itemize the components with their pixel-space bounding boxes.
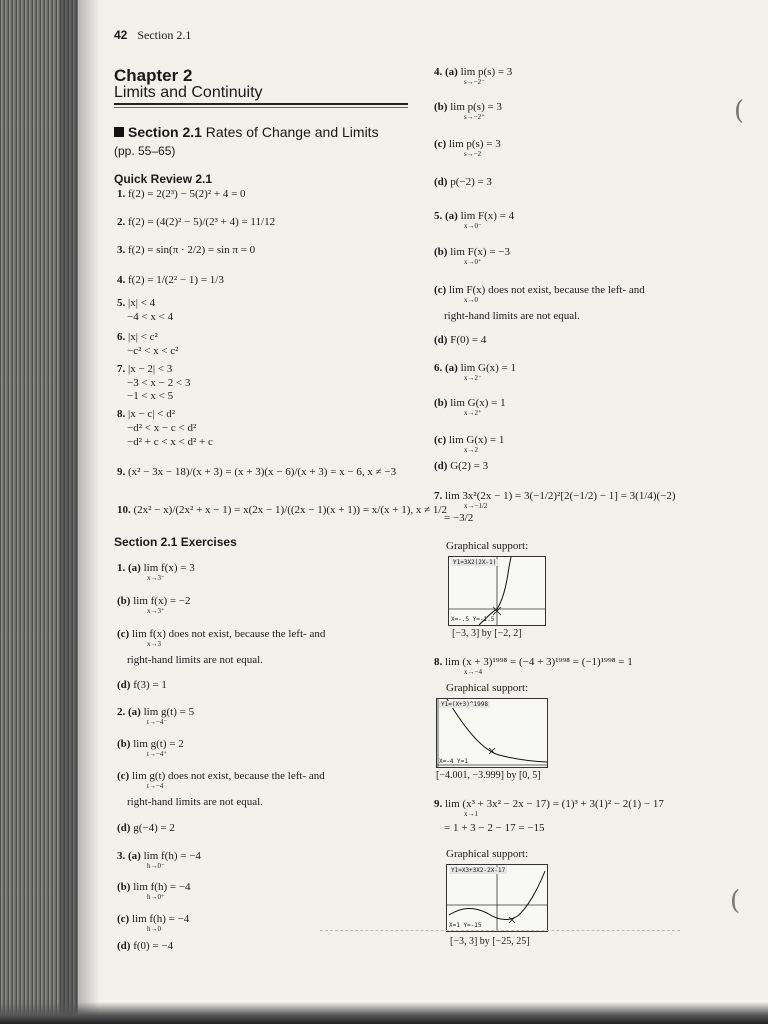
- answer-line: [117, 188, 246, 200]
- item-text: (x² − 3x − 18)/(x + 3) = (x + 3)(x − 6)/(x + 3) = x − 6, x ≠ −3: [125, 466, 397, 478]
- page-number: 42: [114, 28, 128, 42]
- item-text: f(2) = sin(π · 2/2) = sin π = 0: [125, 244, 256, 256]
- item-text: −3 < x − 2 < 3: [127, 377, 191, 389]
- item-text: right-hand limits are not equal.: [127, 654, 263, 666]
- margin-mark: (: [734, 96, 745, 126]
- item-number: 3.: [117, 244, 126, 256]
- answer-line: [127, 796, 263, 808]
- answer-line: [117, 881, 191, 893]
- answer-line: [434, 334, 486, 346]
- item-text: lim G(x) = 1: [446, 434, 505, 446]
- item-text: g(−4) = 2: [130, 822, 175, 834]
- item-text: lim f(h) = −4: [129, 913, 190, 925]
- answer-line: [434, 66, 512, 78]
- item-number: 2. (a): [117, 706, 141, 718]
- answer-line: [434, 490, 676, 502]
- section-title-rest: Rates of Change and Limits: [201, 124, 379, 140]
- item-text: right-hand limits are not equal.: [444, 310, 580, 322]
- item-text: |x| < c²: [125, 331, 158, 343]
- answer-line: [117, 466, 396, 478]
- limit-subscript: t→−4⁻: [147, 718, 168, 726]
- answer-line: [127, 436, 213, 448]
- item-text: f(2) = 2(2³) − 5(2)² + 4 = 0: [125, 188, 246, 200]
- limit-subscript: x→0: [464, 296, 478, 304]
- item-text: f(2) = (4(2)² − 5)/(2³ + 4) = 11/12: [125, 216, 276, 228]
- graph-window-caption: [−3, 3] by [−2, 2]: [452, 628, 522, 639]
- item-text: lim g(t) = 5: [140, 706, 195, 718]
- item-text: f(0) = −4: [130, 940, 174, 952]
- item-number: (c): [434, 138, 447, 150]
- answer-line: [117, 562, 195, 574]
- item-text: −c² < x < c²: [127, 345, 179, 357]
- limit-subscript: t→−4⁺: [147, 750, 168, 758]
- item-number: 9.: [117, 466, 126, 478]
- section-pages: (pp. 55–65): [114, 144, 176, 158]
- limit-subscript: t→−4: [147, 782, 164, 790]
- item-text: lim p(s) = 3: [447, 101, 502, 113]
- item-number: (d): [434, 334, 448, 346]
- item-number: (c): [434, 434, 447, 446]
- item-text: lim F(x) = 4: [457, 210, 515, 222]
- item-text: lim p(s) = 3: [457, 66, 513, 78]
- item-number: (c): [434, 284, 447, 296]
- answer-line: [117, 363, 172, 375]
- item-text: −d² < x − c < d²: [127, 422, 197, 434]
- item-text: (2x² − x)/(2x² + x − 1) = x(2x − 1)/((2x − 1)(x + 1)) = x/(x + 1), x ≠ 1/2: [130, 504, 447, 516]
- section-title-bold: Section 2.1: [128, 124, 202, 140]
- item-text: = −3/2: [444, 512, 474, 524]
- item-number: 9.: [434, 798, 443, 810]
- item-number: 1. (a): [117, 562, 141, 574]
- answer-line: [117, 595, 191, 607]
- item-number: (c): [117, 770, 130, 782]
- item-number: (b): [434, 397, 448, 409]
- limit-subscript: s→−2⁺: [464, 113, 485, 121]
- graph-window-caption: [−3, 3] by [−25, 25]: [450, 936, 530, 947]
- answer-line: [127, 377, 190, 389]
- square-bullet-icon: [114, 127, 124, 137]
- graph-trace-readout: X=-4 Y=1: [439, 758, 468, 765]
- item-number: (b): [434, 246, 448, 258]
- answer-line: [127, 311, 173, 323]
- chapter-rule-thin: [114, 107, 408, 108]
- answer-line: [117, 913, 189, 925]
- limit-subscript: x→2⁺: [464, 409, 482, 417]
- graph-equation: Y1=3X2(2X-1): [453, 559, 497, 566]
- limit-subscript: x→3⁻: [147, 574, 165, 582]
- graph-plot: [449, 557, 545, 625]
- item-number: 7.: [434, 490, 443, 502]
- item-number: (b): [117, 881, 131, 893]
- chapter-subtitle: Limits and Continuity: [114, 84, 263, 101]
- item-text: G(2) = 3: [447, 460, 489, 472]
- item-text: −1 < x < 5: [127, 390, 174, 402]
- item-number: (d): [117, 940, 131, 952]
- limit-subscript: x→−1/2: [464, 502, 488, 510]
- item-number: 4.: [117, 274, 126, 286]
- item-text: lim F(x) does not exist, because the left- and: [446, 284, 645, 296]
- answer-line: [434, 362, 516, 374]
- answer-line: [434, 176, 492, 188]
- margin-mark: (: [730, 886, 741, 916]
- answer-line: [117, 770, 325, 782]
- answer-line: [434, 460, 488, 472]
- item-number: (c): [117, 913, 130, 925]
- item-text: p(−2) = 3: [447, 176, 492, 188]
- item-text: −d² + c < x < d² + c: [127, 436, 213, 448]
- answer-line: [117, 297, 155, 309]
- item-number: (b): [434, 101, 448, 113]
- item-text: lim G(x) = 1: [447, 397, 506, 409]
- answer-line: [117, 940, 173, 952]
- running-header: [114, 28, 191, 43]
- answer-line: [434, 284, 645, 296]
- answer-line: [117, 850, 201, 862]
- item-text: lim f(x) = −2: [130, 595, 191, 607]
- item-text: −4 < x < 4: [127, 311, 174, 323]
- answer-line: [444, 512, 473, 524]
- limit-subscript: x→0⁻: [464, 222, 482, 230]
- limit-subscript: x→1: [464, 810, 478, 818]
- page-fold-line: [320, 930, 680, 931]
- item-number: 3. (a): [117, 850, 141, 862]
- answer-line: [444, 822, 544, 834]
- binding-fade: [60, 0, 100, 1024]
- exercises-title: Section 2.1 Exercises: [114, 535, 237, 549]
- answer-line: [434, 101, 502, 113]
- limit-subscript: x→2⁻: [464, 374, 482, 382]
- item-text: right-hand limits are not equal.: [127, 796, 263, 808]
- chapter-rule: [114, 103, 408, 105]
- answer-line: [117, 706, 194, 718]
- item-text: lim f(x) = 3: [140, 562, 195, 574]
- item-number: (d): [117, 822, 131, 834]
- answer-line: [127, 390, 173, 402]
- item-text: lim f(h) = −4: [140, 850, 201, 862]
- header-section: Section 2.1: [137, 28, 192, 42]
- graph-support-label: Graphical support:: [446, 682, 529, 694]
- item-text: lim p(s) = 3: [446, 138, 501, 150]
- page-bottom-shadow: [0, 1002, 768, 1024]
- chapter-title: Chapter 2: [114, 66, 193, 85]
- answer-line: [444, 310, 580, 322]
- graph-trace-readout: X=-.5 Y=-1.5: [451, 616, 495, 623]
- item-text: lim (x + 3)¹⁹⁹⁸ = (−4 + 3)¹⁹⁹⁸ = (−1)¹⁹⁹⁸ = 1: [442, 656, 633, 668]
- item-number: 8.: [117, 408, 126, 420]
- answer-line: [434, 210, 514, 222]
- limit-subscript: x→3: [147, 640, 161, 648]
- limit-subscript: x→0⁺: [464, 258, 482, 266]
- answer-line: [434, 656, 633, 668]
- answer-line: [434, 138, 501, 150]
- item-number: 5. (a): [434, 210, 458, 222]
- answer-line: [117, 274, 224, 286]
- item-text: |x − 2| < 3: [125, 363, 173, 375]
- answer-line: [434, 246, 510, 258]
- item-number: 1.: [117, 188, 126, 200]
- item-number: (d): [434, 176, 448, 188]
- limit-subscript: h→0⁻: [147, 862, 165, 870]
- graph-plot: [437, 699, 547, 767]
- limit-subscript: x→2: [464, 446, 478, 454]
- limit-subscript: s→−2: [464, 150, 482, 158]
- item-number: 10.: [117, 504, 131, 516]
- answer-line: [117, 504, 447, 516]
- item-text: lim (x³ + 3x² − 2x − 17) = (1)³ + 3(1)² − 2(1) − 17: [442, 798, 664, 810]
- answer-line: [127, 422, 196, 434]
- graph-support-label: Graphical support:: [446, 848, 529, 860]
- graph-equation: Y1=X3+3X2-2X-17: [451, 867, 506, 874]
- calculator-graph: [436, 698, 548, 768]
- answer-line: [434, 434, 504, 446]
- item-number: (c): [117, 628, 130, 640]
- answer-line: [117, 408, 175, 420]
- answer-line: [117, 331, 158, 343]
- item-number: (b): [117, 595, 131, 607]
- item-number: 8.: [434, 656, 443, 668]
- section-title: [114, 124, 379, 140]
- answer-line: [434, 397, 506, 409]
- item-text: lim f(h) = −4: [130, 881, 191, 893]
- answer-line: [117, 216, 275, 228]
- answer-line: [434, 798, 664, 810]
- answer-line: [117, 738, 184, 750]
- item-number: (d): [434, 460, 448, 472]
- item-text: |x − c| < d²: [125, 408, 175, 420]
- graph-equation: Y1=(X+3)^1998: [441, 701, 488, 708]
- item-number: 7.: [117, 363, 126, 375]
- limit-subscript: h→0⁺: [147, 893, 165, 901]
- item-number: 6. (a): [434, 362, 458, 374]
- answer-line: [117, 244, 255, 256]
- answer-line: [117, 679, 167, 691]
- limit-subscript: h→0: [147, 925, 161, 933]
- item-text: lim F(x) = −3: [447, 246, 510, 258]
- limit-subscript: x→3⁺: [147, 607, 165, 615]
- item-text: f(2) = 1/(2² − 1) = 1/3: [125, 274, 224, 286]
- item-text: lim f(x) does not exist, because the left- and: [129, 628, 326, 640]
- answer-line: [127, 654, 263, 666]
- graph-trace-readout: X=1 Y=-15: [449, 922, 482, 929]
- graph-window-caption: [−4.001, −3.999] by [0, 5]: [436, 770, 541, 781]
- item-text: lim 3x²(2x − 1) = 3(−1/2)²[2(−1/2) − 1] = 3(1/4)(−2): [442, 490, 676, 502]
- item-text: lim g(t) = 2: [130, 738, 184, 750]
- item-number: (d): [117, 679, 131, 691]
- item-number: 5.: [117, 297, 126, 309]
- calculator-graph: [448, 556, 546, 626]
- item-number: 6.: [117, 331, 126, 343]
- graph-support-label: Graphical support:: [446, 540, 529, 552]
- item-text: = 1 + 3 − 2 − 17 = −15: [444, 822, 545, 834]
- item-number: 4. (a): [434, 66, 458, 78]
- limit-subscript: s→−2⁻: [464, 78, 485, 86]
- item-text: |x| < 4: [125, 297, 156, 309]
- item-text: lim g(t) does not exist, because the left- and: [129, 770, 325, 782]
- answer-line: [127, 345, 178, 357]
- answer-line: [117, 822, 175, 834]
- item-text: lim G(x) = 1: [457, 362, 516, 374]
- limit-subscript: x→−4: [464, 668, 482, 676]
- item-number: (b): [117, 738, 131, 750]
- item-text: f(3) = 1: [130, 679, 167, 691]
- calculator-graph: [446, 864, 548, 932]
- quick-review-title: Quick Review 2.1: [114, 172, 213, 186]
- answer-line: [117, 628, 325, 640]
- item-number: 2.: [117, 216, 126, 228]
- item-text: F(0) = 4: [447, 334, 487, 346]
